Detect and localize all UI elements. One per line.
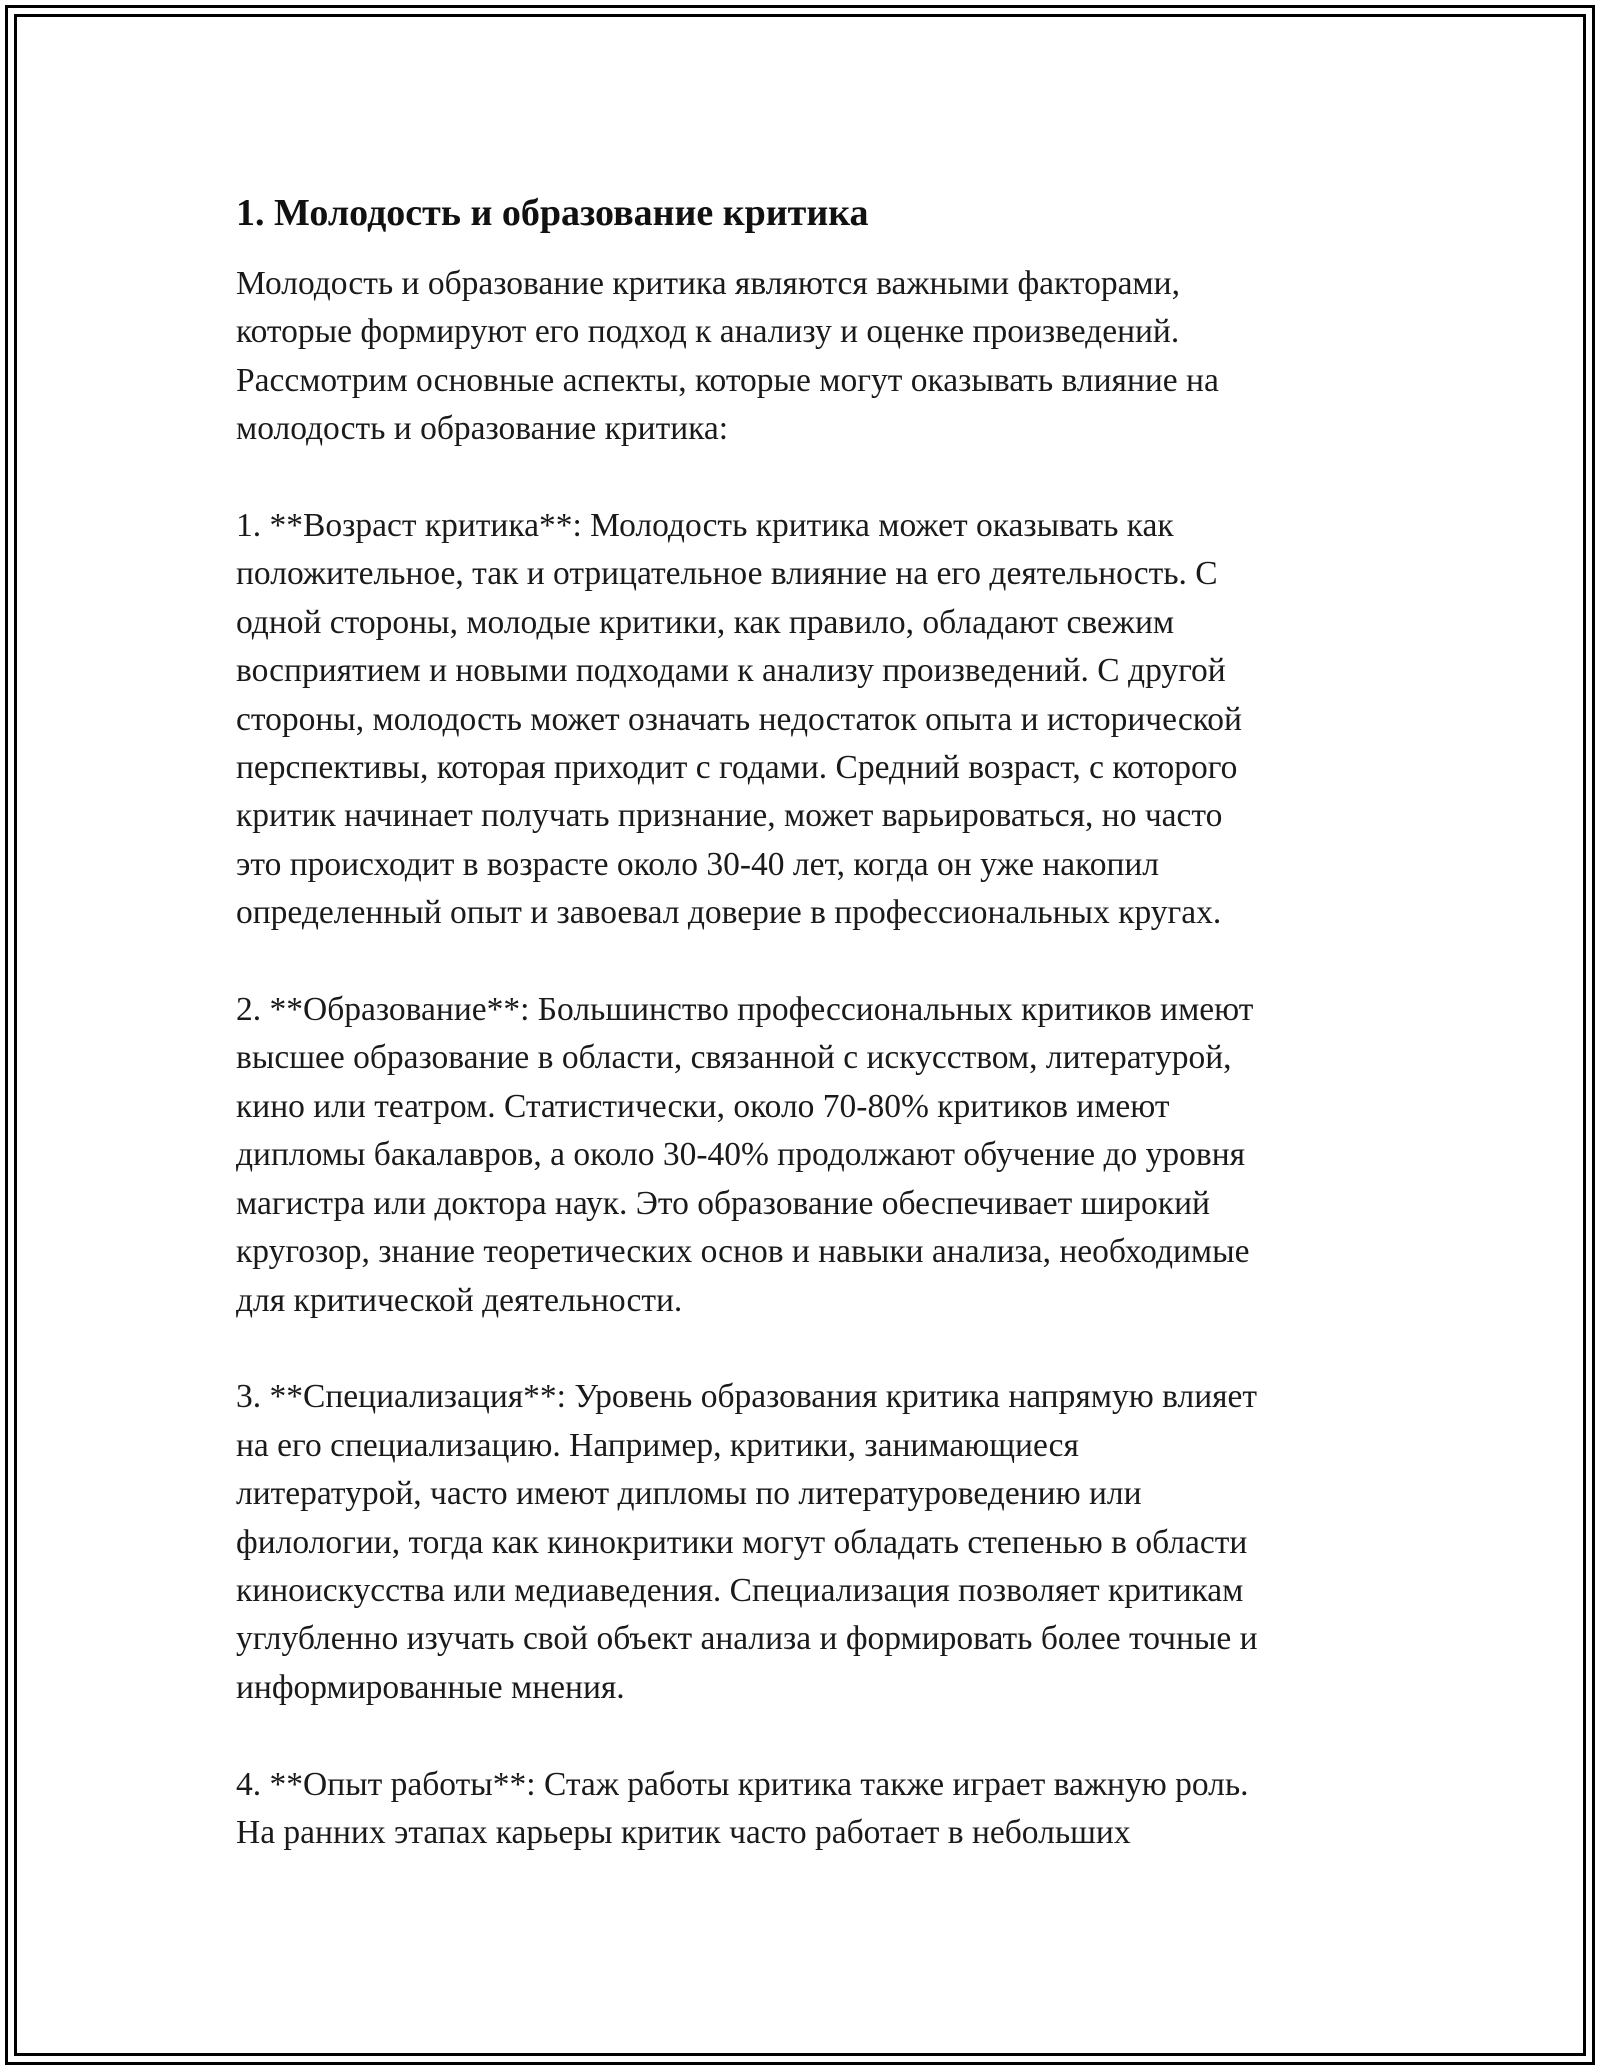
text-line: молодость и образование критика: xyxy=(236,410,729,448)
education-paragraph xyxy=(236,986,1386,1325)
text-line: киноискусства или медиаведения. Специализация позволяет критикам xyxy=(236,1571,1244,1609)
text-line: кино или театром. Статистически, около 70-80% критиков имеют xyxy=(236,1087,1170,1125)
text-line: Рассмотрим основные аспекты, которые могут оказывать влияние на xyxy=(236,361,1219,399)
document-body xyxy=(236,186,1386,1906)
text-line: информированные мнения. xyxy=(236,1668,625,1706)
experience-paragraph xyxy=(236,1761,1386,1858)
text-line: критик начинает получать признание, может варьироваться, но часто xyxy=(236,797,1223,835)
text-line: 1. **Возраст критика**: Молодость критика может оказывать как xyxy=(236,507,1174,545)
text-line: перспективы, которая приходит с годами. Средний возраст, с которого xyxy=(236,749,1238,787)
text-line: 2. **Образование**: Большинство профессиональных критиков имеют xyxy=(236,991,1254,1029)
text-line: одной стороны, молодые критики, как правило, обладают свежим xyxy=(236,603,1175,641)
text-line: высшее образование в области, связанной с искусством, литературой, xyxy=(236,1039,1232,1077)
text-line: литературой, часто имеют дипломы по литературоведению или xyxy=(236,1475,1142,1513)
text-line: углубленно изучать свой объект анализа и формировать более точные и xyxy=(236,1620,1258,1658)
text-line: положительное, так и отрицательное влияние на его деятельность. С xyxy=(236,555,1218,593)
text-line: определенный опыт и завоевал доверие в профессиональных кругах. xyxy=(236,894,1222,932)
text-line: восприятием и новыми подходами к анализу произведений. С другой xyxy=(236,652,1226,690)
intro-paragraph xyxy=(236,260,1386,454)
text-line: 4. **Опыт работы**: Стаж работы критика также играет важную роль. xyxy=(236,1765,1249,1803)
text-line: На ранних этапах карьеры критик часто работает в небольших xyxy=(236,1813,1131,1851)
text-line: Молодость и образование критика являются важными факторами, xyxy=(236,265,1180,302)
text-line: на его специализацию. Например, критики, занимающиеся xyxy=(236,1426,1079,1464)
text-line: 3. **Специализация**: Уровень образования критика напрямую влияет xyxy=(236,1378,1258,1416)
text-line: для критической деятельности. xyxy=(236,1281,683,1319)
text-line: филологии, тогда как кинокритики могут обладать степенью в области xyxy=(236,1523,1248,1561)
specialization-paragraph xyxy=(236,1373,1386,1712)
text-line: которые формируют его подход к анализу и оценке произведений. xyxy=(236,313,1180,351)
section-heading: 1. Молодость и образование критика xyxy=(236,192,869,234)
text-line: стороны, молодость может означать недостаток опыта и исторической xyxy=(236,700,1242,738)
text-line: кругозор, знание теоретических основ и навыки анализа, необходимые xyxy=(236,1233,1250,1271)
age-paragraph xyxy=(236,502,1386,938)
text-line: это происходит в возрасте около 30-40 лет, когда он уже накопил xyxy=(236,845,1160,883)
text-line: магистра или доктора наук. Это образование обеспечивает широкий xyxy=(236,1184,1210,1222)
text-line: дипломы бакалавров, а около 30-40% продолжают обучение до уровня xyxy=(236,1136,1246,1174)
